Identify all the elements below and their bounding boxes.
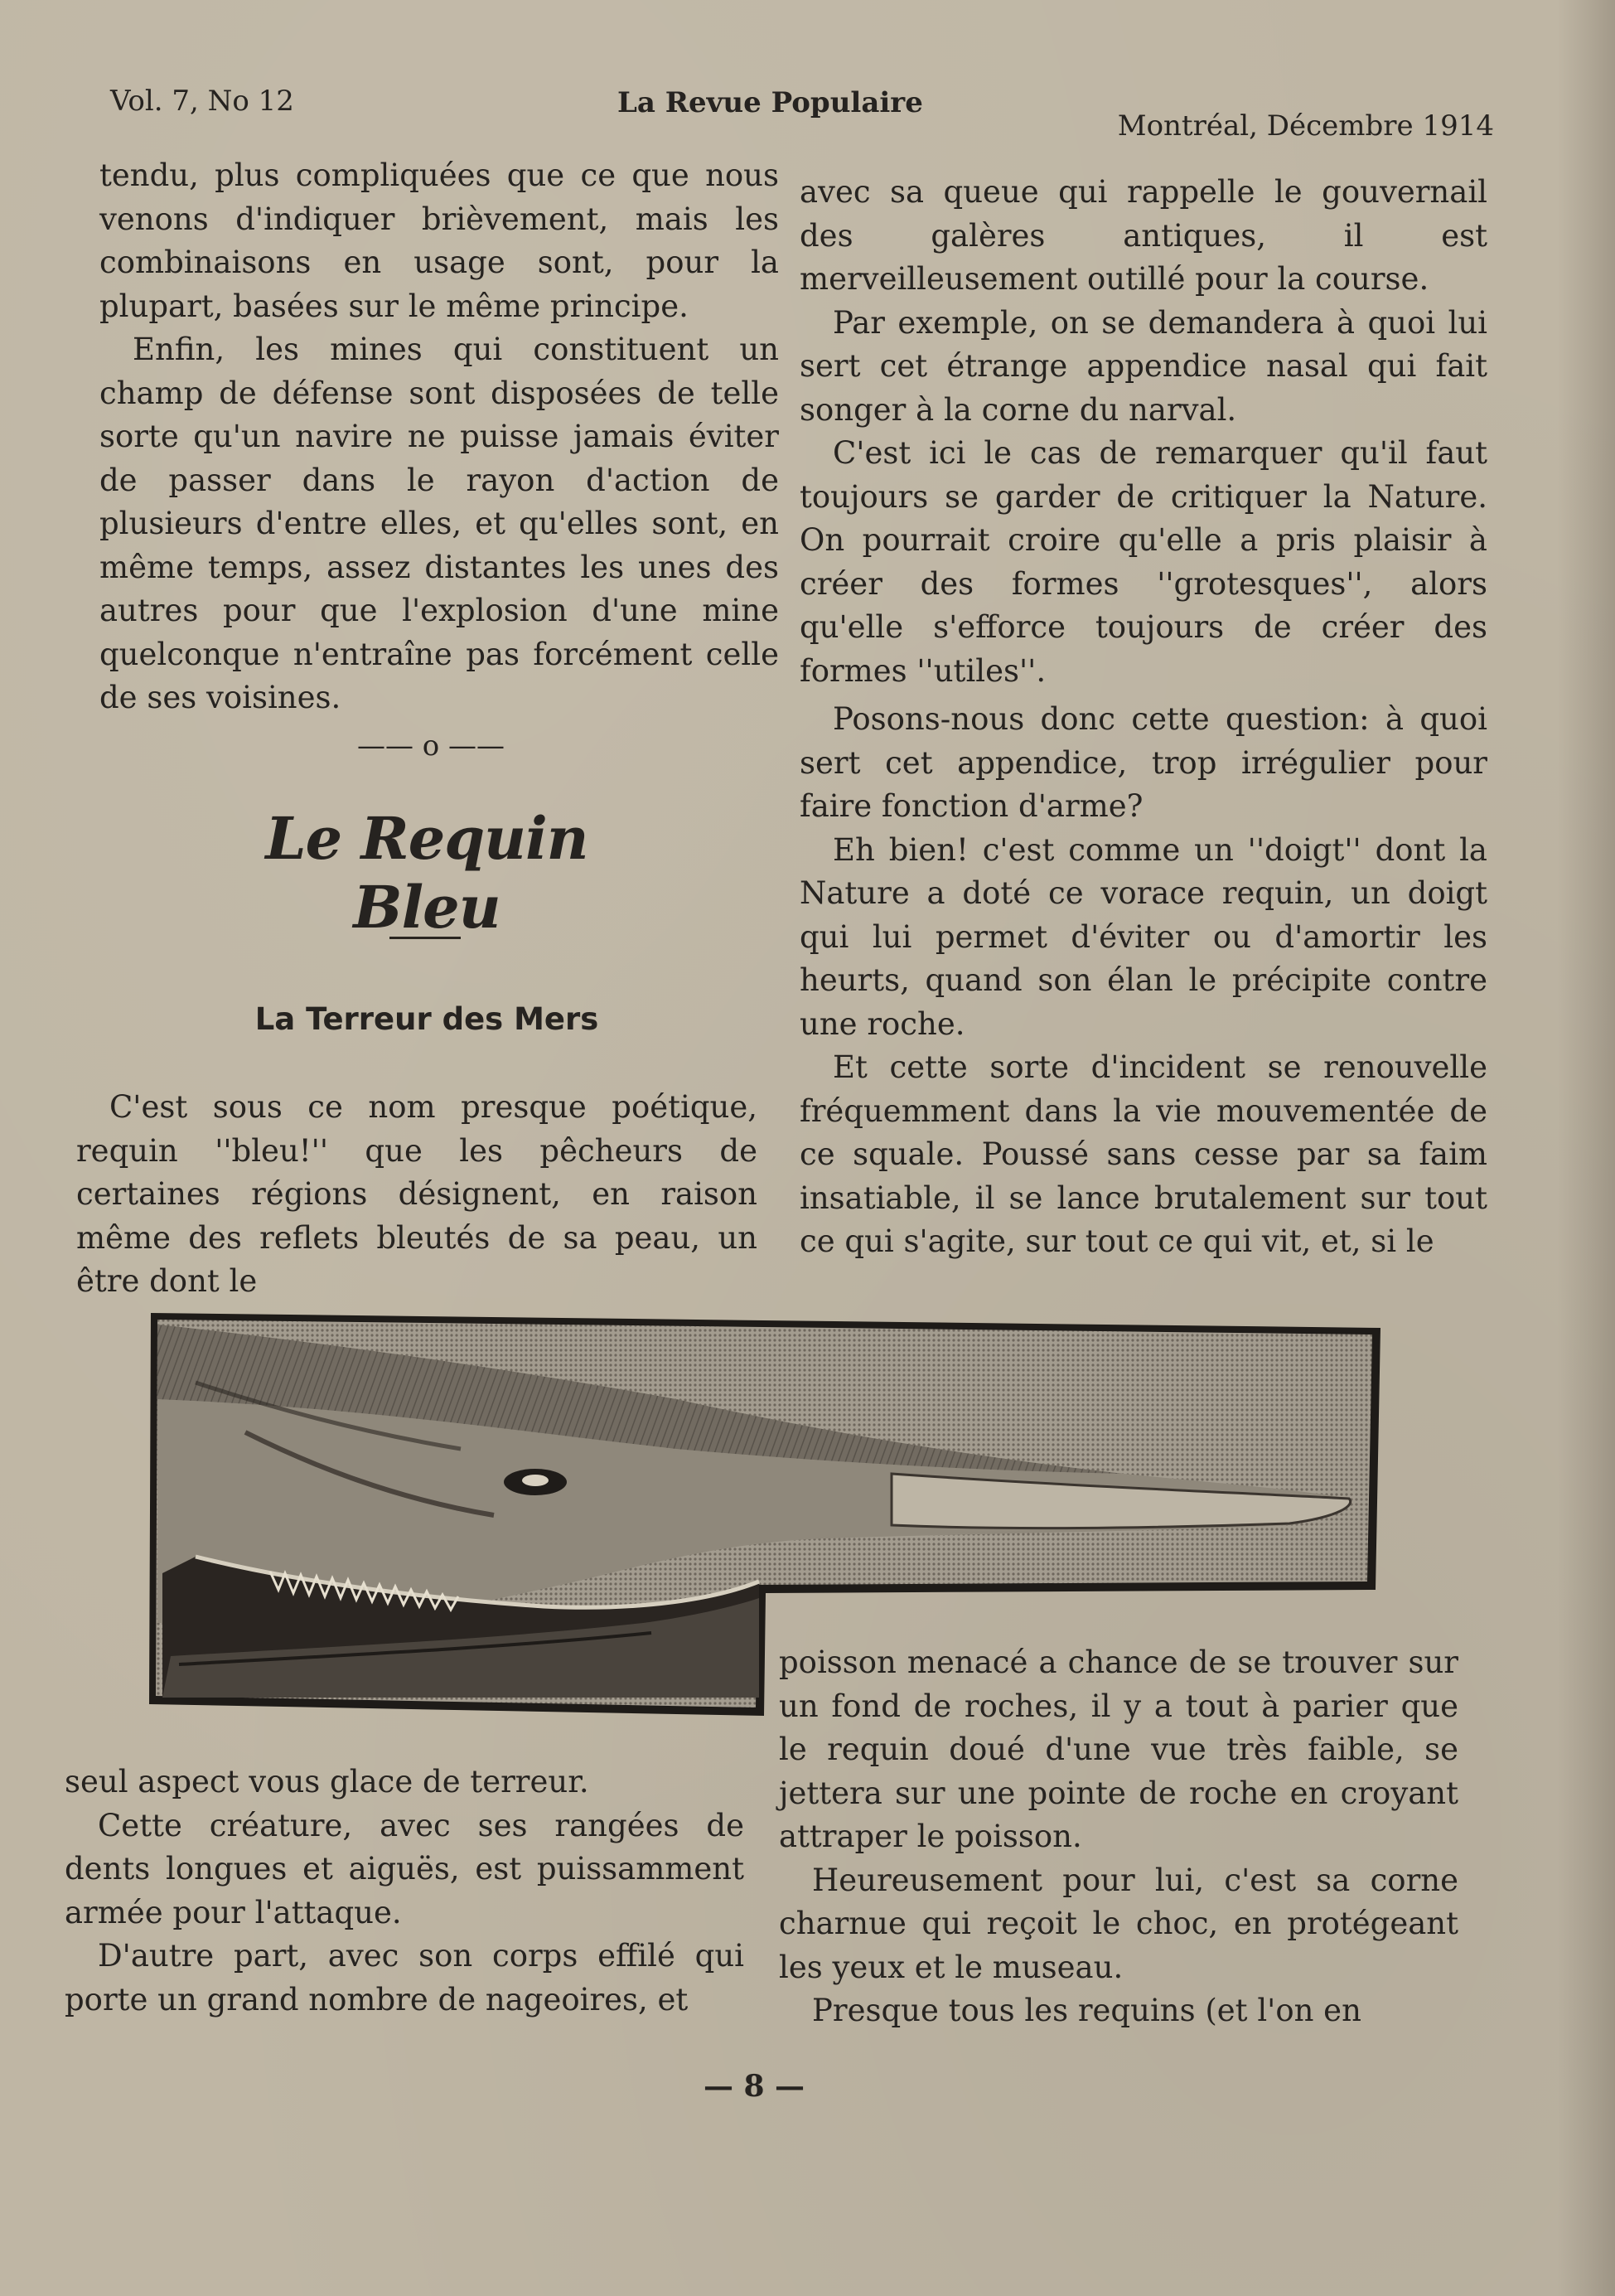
paragraph: C'est ici le cas de remarquer qu'il faut toujours se garder de critiquer la Nature. On pourrait croire qu'elle a pris plaisir à créer des formes ''grotesques'', alors qu'elle s'efforce toujours de créer des formes ''utiles''. <box>800 435 1487 689</box>
column-top-right <box>800 171 1487 1264</box>
magazine-title: La Revue Populaire <box>617 86 923 119</box>
column-bottom-right <box>779 1641 1458 2033</box>
column-bottom-left <box>65 1761 744 2022</box>
column-top-left <box>99 154 779 720</box>
article-subtitle: La Terreur des Mers <box>254 1001 599 1037</box>
paragraph: D'autre part, avec son corps effilé qui porte un grand nombre de nageoires, et <box>65 1938 744 2017</box>
page-edge-shadow <box>1557 0 1615 2296</box>
paragraph: tendu, plus compliquées que ce que nous venons d'indiquer brièvement, mais les combinaisons en usage sont, pour la plupart, basées sur le même principe. <box>99 157 779 324</box>
paragraph: Cette créature, avec ses rangées de dents longues et aiguës, est puissamment armée pour l'attaque. <box>65 1807 744 1930</box>
article-title: Le Requin Bleu <box>265 804 588 942</box>
issue-date: Montréal, Décembre 1914 <box>1117 109 1494 143</box>
running-header <box>110 85 1494 143</box>
paragraph: C'est sous ce nom presque poétique, requin ''bleu!'' que les pêcheurs de certaines régions désignent, en raison même des reflets bleutés de sa peau, un être dont le <box>76 1089 757 1299</box>
title-rule <box>389 937 461 939</box>
paragraph: Eh bien! c'est comme un ''doigt'' dont la Nature a doté ce vorace requin, un doigt qui lui permet d'éviter ou d'amortir les heurts, quand son élan le précipite contre une roche. <box>800 831 1487 1042</box>
column-middle-left <box>76 1086 757 1304</box>
page-number: — 8 — <box>703 2069 805 2104</box>
volume-number: Vol. 7, No 12 <box>110 85 294 118</box>
paragraph: Presque tous les requins (et l'on en <box>812 1993 1361 2028</box>
paragraph: Enfin, les mines qui constituent un champ de défense sont disposées de telle sorte qu'un navire ne puisse jamais éviter de passer dans le rayon d'action de plusieurs d'entre elles, et qu'elles sont, en même temps, assez distantes les unes des autres pour que l'explosion d'une mine quelconque n'entraîne pas forcément celle de ses voisines. <box>99 332 779 715</box>
paragraph: avec sa queue qui rappelle le gouvernail des galères antiques, il est merveilleusement outillé pour la course. <box>800 174 1487 297</box>
paragraph: Par exemple, on se demandera à quoi lui sert cet étrange appendice nasal qui fait songer à la corne du narval. <box>800 304 1487 428</box>
paragraph: Posons-nous donc cette question: à quoi sert cet appendice, trop irrégulier pour faire fonction d'arme? <box>800 701 1487 824</box>
paragraph: poisson menacé a chance de se trouver sur un fond de roches, il y a tout à parier que le requin doué d'une vue très faible, se jettera sur une pointe de roche en croyant attraper le poisson. <box>779 1644 1458 1854</box>
section-separator: —— o —— <box>356 729 505 763</box>
paragraph: Heureusement pour lui, c'est sa corne charnue qui reçoit le choc, en protégeant les yeux et le museau. <box>779 1862 1458 1985</box>
paragraph: seul aspect vous glace de terreur. <box>65 1764 589 1800</box>
paragraph: Et cette sorte d'incident se renouvelle fréquemment dans la vie mouvementée de ce squale. Poussé sans cesse par sa faim insatiable, il se lance brutalement sur tout ce qui s'agite, sur tout ce qui vit, et, si le <box>800 1049 1487 1259</box>
